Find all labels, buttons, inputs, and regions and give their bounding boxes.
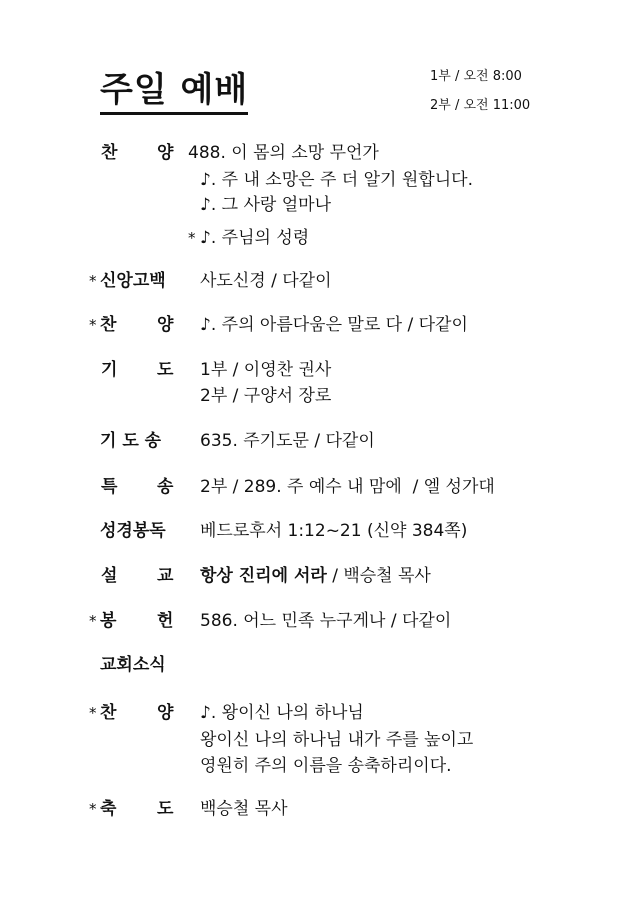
item-label-char-1: 설: [101, 566, 118, 586]
item-label-char-1: 봉: [100, 611, 117, 631]
standing-mark: *: [89, 704, 97, 722]
sermon-title: 항상 진리에 서라: [200, 566, 327, 586]
item-label-char-1: 특: [101, 477, 118, 497]
item-detail: 2부 / 구양서 장로: [200, 386, 332, 406]
item-label-char-2: 교: [157, 566, 174, 586]
song-line: ♪. 주님의 성령: [200, 228, 310, 248]
item-label-char-1: 기: [101, 360, 118, 380]
preacher: / 백승철 목사: [326, 566, 431, 586]
item-detail: ♪. 주의 아름다움은 말로 다 / 다같이: [200, 315, 468, 335]
item-detail: 백승철 목사: [200, 799, 288, 819]
service-time-first: 1부 / 오전 8:00: [430, 69, 522, 84]
item-label-char-2: 양: [157, 143, 174, 163]
song-line: 왕이신 나의 하나님 내가 주를 높이고: [200, 730, 474, 750]
standing-mark: *: [188, 229, 196, 247]
page-title: 주일 예배: [100, 70, 248, 115]
item-label-char-2: 양: [157, 703, 174, 723]
item-label-char-1: 찬: [100, 703, 117, 723]
song-line: 영원히 주의 이름을 송축하리이다.: [200, 756, 452, 776]
item-label: 교회소식: [100, 655, 166, 675]
song-line: ♪. 주 내 소망은 주 더 알기 원합니다.: [200, 170, 473, 190]
item-label-char-2: 도: [157, 799, 174, 819]
item-label: 기 도 송: [100, 431, 162, 451]
item-label-char-2: 도: [157, 360, 174, 380]
standing-mark: *: [89, 272, 97, 290]
standing-mark: *: [89, 316, 97, 334]
item-label-char-1: 찬: [101, 143, 118, 163]
item-detail: 635. 주기도문 / 다같이: [200, 431, 375, 451]
item-detail: 586. 어느 민족 누구게나 / 다같이: [200, 611, 452, 631]
standing-mark: *: [89, 800, 97, 818]
song-line: ♪. 그 사랑 얼마나: [200, 195, 331, 215]
item-detail: 2부 / 289. 주 예수 내 맘에 / 엘 성가대: [200, 477, 495, 497]
hymn-line: 488. 이 몸의 소망 무언가: [188, 143, 379, 163]
item-detail: 1부 / 이영찬 권사: [200, 360, 332, 380]
scripture-reference: 베드로후서 1:12~21 (신약 384쪽): [200, 521, 468, 541]
item-label-char-1: 찬: [100, 315, 117, 335]
item-detail: 사도신경 / 다같이: [200, 271, 332, 291]
song-line: ♪. 왕이신 나의 하나님: [200, 703, 364, 723]
standing-mark: *: [89, 612, 97, 630]
item-label: 신앙고백: [100, 271, 166, 291]
item-label-char-2: 송: [157, 477, 174, 497]
service-time-second: 2부 / 오전 11:00: [430, 98, 531, 113]
item-label-char-2: 헌: [157, 611, 174, 631]
item-label: 성경봉독: [100, 521, 166, 541]
item-label-char-1: 축: [100, 799, 117, 819]
item-label-char-2: 양: [157, 315, 174, 335]
sermon-detail: [200, 564, 431, 588]
